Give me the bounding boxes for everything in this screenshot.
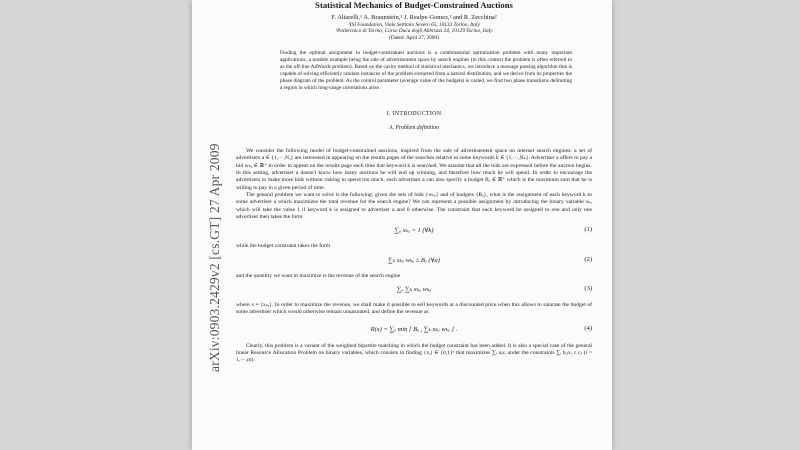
equation-3-expression: ∑ₐ ∑ₖ xₖₐ wₖₐ	[396, 285, 432, 293]
abstract: Finding the optimal assignment in budget-constrained auctions is a combinatorial optimization problem with many important applications, a notable example being the sale of advertisement space by search engines (in this context the problem is often referred to as the off-line AdWords problem). Based on the cavity method of statistical mechanics, we introduce a message passing algorithm that is capable of solving efficiently random instances of the problem extracted from a natural distribution, and we derive from its properties the phase diagram of the problem. As the control parameter (average value of the budgets) is varied, we find two phase transitions delimiting a region in which long-range correlations arise.	[280, 49, 572, 91]
paper-title: Statistical Mechanics of Budget-Constrained Auctions	[315, 0, 513, 10]
equation-3	[236, 280, 592, 302]
equation-2	[236, 251, 592, 273]
arxiv-identifier: arXiv:0903.2429v2 [cs.GT] 27 Apr 2009	[207, 143, 222, 372]
equation-4-number: (4)	[584, 324, 592, 332]
equation-4-expression: R(x) = ∑ₐ min [ Bₐ , ∑ₖ xₖₐ wₖₐ ] .	[370, 325, 458, 333]
paper-content	[236, 0, 592, 365]
paragraph-3: while the budget constraint takes the form	[236, 243, 331, 250]
equation-2-expression: ∑ₖ xₖₐ wₖₐ ≤ Bₐ (∀a)	[388, 256, 440, 264]
equation-3-number: (3)	[584, 284, 592, 292]
paragraph-6: Clearly, this problem is a variant of the weighted bipartite matching in which the budget constraint has been added. It is also a special case of the general linear Resource Allocation Problem on binary variables, which consists in finding {xᵢ} ∈ {0,1}ⁿ that maximizes ∑ᵢ aᵢxᵢ under the constraints ∑ᵢ bᵢⱼxᵢ ≤ cⱼ (i = 1,···,m).	[236, 342, 592, 364]
affiliation-1: ¹ISI Foundation, Viale Settimio Severo 65, 10133 Torino, Italy	[348, 22, 480, 28]
author-list: F. Altarelli,¹ A. Braunstein,² J. Realpe-Gomez,² and R. Zecchina²	[331, 14, 497, 21]
equation-1-expression: ∑ₐ xₖₐ = 1 (∀k)	[394, 227, 434, 235]
affiliation-2: ²Politecnico di Torino, Corso Duca degli Abbruzzi 24, 10129 Torino, Italy	[335, 28, 493, 35]
paragraph-4: and the quantity we want to maximize is the revenue of the search engine	[236, 272, 401, 279]
paragraph-2: The general problem we want to solve is the following: given the sets of bids {wₖₐ} and of budgets {Bₐ}, what is the assignment of each keyword k to some advertiser a which maximizes the total revenue for the search engine? We can represent a possible assignment by introducing the binary variable xₖₐ which will take the value 1 if keyword k is assigned to advertiser a and 0 otherwise. The constraint that each keyword be assigned to one and only one advertiser then takes the form	[236, 191, 592, 220]
date-line: (Dated: April 27, 2009)	[389, 34, 439, 41]
equation-1	[236, 221, 592, 243]
section-heading: I. INTRODUCTION	[386, 110, 442, 117]
paragraph-1: We consider the following model of budget-constrained auctions, inspired from the sale of advertisement space on internet search engines: a set of advertisers a ∈ {1,···,Nₐ} are interested in appearing on the results pages of the searches relative to some keywords k ∈ {1,···,Nₖ}. Advertiser a offers to pay a bid wₖₐ ∈ ℝ⁺ in order to appear on the results page each time that keyword k is searched. We assume that all the bids are expressed before the auction begins. In this setting, advertiser a doesn't know how many auctions he will end up winning, and therefore how much he will spend. In order to encourage the advertisers to make more bids without risking to spend too much, each advertiser a can also specify a budget Bₐ ∈ ℝ⁺ which is the maximum sum that he is willing to pay in a given period of time.	[236, 147, 592, 191]
equation-1-number: (1)	[584, 226, 592, 234]
subsection-heading: A. Problem definition	[389, 124, 439, 131]
paragraph-5: where x ≡ {xₖₐ}. In order to maximize the revenue, we shall make it possible to sell keywords at a discounted price when this allows to saturate the budget of some advertiser which would otherwise remain unsaturated, and define the revenue as	[236, 301, 592, 316]
equation-2-number: (2)	[584, 255, 592, 263]
equation-4	[236, 317, 592, 343]
